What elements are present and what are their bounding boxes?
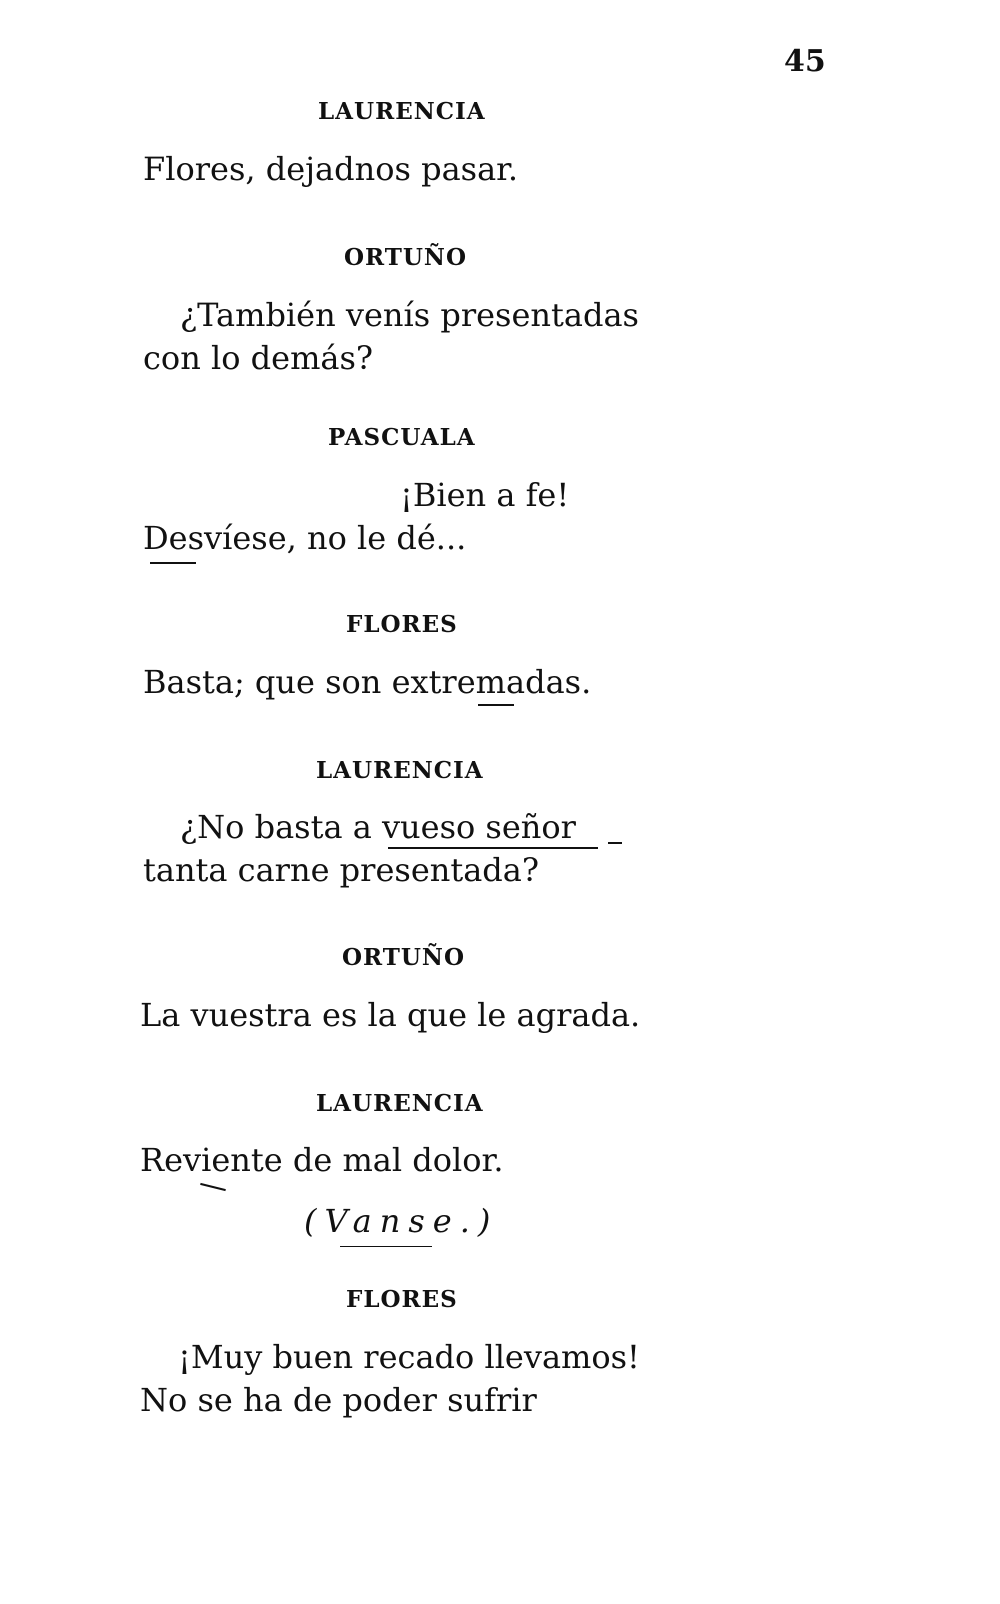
verse-line: ¡Muy buen recado llevamos! xyxy=(178,1338,640,1376)
verse-line: ¿No basta a vueso señor xyxy=(180,808,576,846)
verse-line: ¿También venís presentadas xyxy=(180,296,639,334)
speaker-name: LAURENCIA xyxy=(318,98,486,125)
page-number: 45 xyxy=(784,44,826,79)
speaker-name: ORTUÑO xyxy=(342,944,465,971)
verse-line: Basta; que son extremadas. xyxy=(143,663,592,701)
verse-line: con lo demás? xyxy=(143,339,374,377)
pencil-underline-mark xyxy=(150,562,196,564)
verse-line: tanta carne presentada? xyxy=(143,851,540,889)
stage-direction: (Vanse.) xyxy=(304,1202,499,1240)
pencil-underline-mark xyxy=(388,847,598,849)
verse-line: Desvíese, no le dé... xyxy=(143,519,467,557)
verse-line: La vuestra es la que le agrada. xyxy=(140,996,641,1034)
verse-line: No se ha de poder sufrir xyxy=(140,1381,537,1419)
speaker-name: FLORES xyxy=(346,1286,458,1313)
speaker-name: FLORES xyxy=(346,611,458,638)
speaker-name: PASCUALA xyxy=(328,424,476,451)
speaker-name: ORTUÑO xyxy=(344,244,467,271)
verse-line: ¡Bien a fe! xyxy=(400,476,570,514)
pencil-underline-mark xyxy=(200,1183,226,1191)
verse-line: Reviente de mal dolor. xyxy=(140,1141,504,1179)
speaker-name: LAURENCIA xyxy=(316,1090,484,1117)
verse-line: Flores, dejadnos pasar. xyxy=(143,150,519,188)
pencil-underline-mark xyxy=(340,1246,432,1247)
pencil-dash-mark xyxy=(608,842,622,844)
pencil-underline-mark xyxy=(478,704,514,706)
speaker-name: LAURENCIA xyxy=(316,757,484,784)
